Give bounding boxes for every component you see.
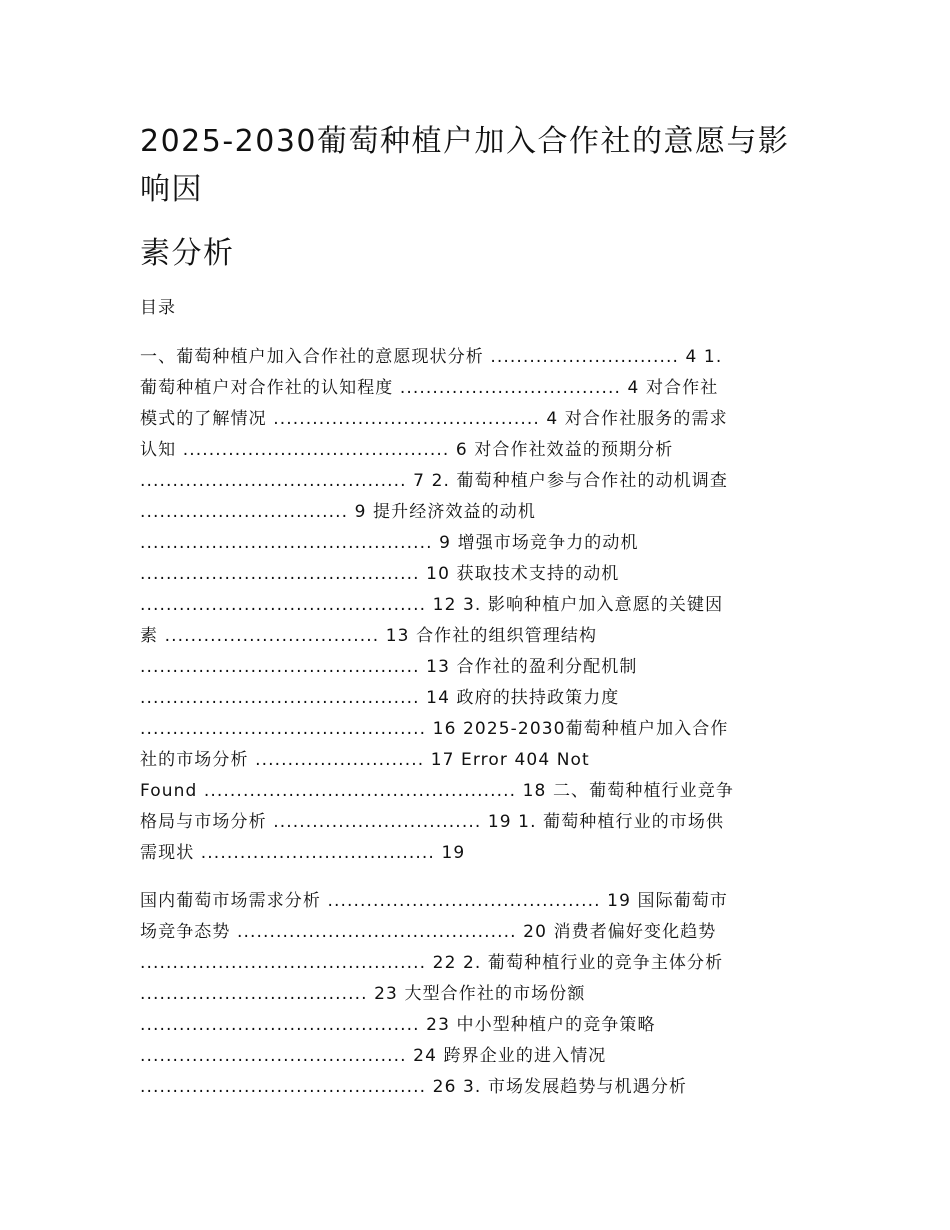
- toc-line: ............................................ 16 2025-2030葡萄种植户加入合作: [140, 719, 729, 739]
- title-line-2: 响因: [140, 172, 203, 207]
- title-line-1: 2025-2030葡萄种植户加入合作社的意愿与影: [140, 124, 790, 159]
- toc-line: ........................................... 14 政府的扶持政策力度: [140, 688, 620, 708]
- toc-line: 认知 ......................................... 6 对合作社效益的预期分析: [140, 440, 674, 460]
- toc-line: 社的市场分析 .......................... 17 Error 404 Not: [140, 750, 590, 770]
- toc-line: ............................................ 22 2. 葡萄种植行业的竞争主体分析: [140, 953, 724, 973]
- toc-line: 一、葡萄种植户加入合作社的意愿现状分析 ............................. 4 1.: [140, 347, 723, 367]
- toc-line: Found ................................................ 18 二、葡萄种植行业竞争: [140, 781, 734, 801]
- toc-heading: 目录: [140, 298, 176, 318]
- toc-line: 素 ................................. 13 合作社的组织管理结构: [140, 626, 598, 646]
- toc-line: 需现状 .................................... 19: [140, 843, 466, 863]
- toc-line: ......................................... 24 跨界企业的进入情况: [140, 1046, 607, 1066]
- toc-line: ........................................... 10 获取技术支持的动机: [140, 564, 620, 584]
- document-title: [140, 118, 820, 214]
- toc-line: ........................................... 23 中小型种植户的竞争策略: [140, 1015, 656, 1035]
- toc-line: ................................... 23 大型合作社的市场份额: [140, 984, 586, 1004]
- title-line-3: 素分析: [140, 236, 235, 271]
- toc-line: ................................ 9 提升经济效益的动机: [140, 502, 536, 522]
- toc-block-2: [140, 886, 810, 1103]
- toc-line: ............................................ 26 3. 市场发展趋势与机遇分析: [140, 1077, 688, 1097]
- toc-line: 格局与市场分析 ................................ 19 1. 葡萄种植行业的市场供: [140, 812, 725, 832]
- toc-line: ............................................. 9 增强市场竞争力的动机: [140, 533, 639, 553]
- toc-line: ......................................... 7 2. 葡萄种植户参与合作社的动机调查: [140, 471, 729, 491]
- toc-line: ............................................ 12 3. 影响种植户加入意愿的关键因: [140, 595, 724, 615]
- toc-line: 国内葡萄市场需求分析 .......................................... 19 国际葡萄市: [140, 891, 729, 911]
- toc-line: 葡萄种植户对合作社的认知程度 .................................. 4 对合作社: [140, 378, 719, 398]
- toc-line: 模式的了解情况 ......................................... 4 对合作社服务的需求: [140, 409, 728, 429]
- toc-block-1: [140, 342, 810, 869]
- toc-line: ........................................... 13 合作社的盈利分配机制: [140, 657, 638, 677]
- toc-line: 场竞争态势 ........................................... 20 消费者偏好变化趋势: [140, 922, 717, 942]
